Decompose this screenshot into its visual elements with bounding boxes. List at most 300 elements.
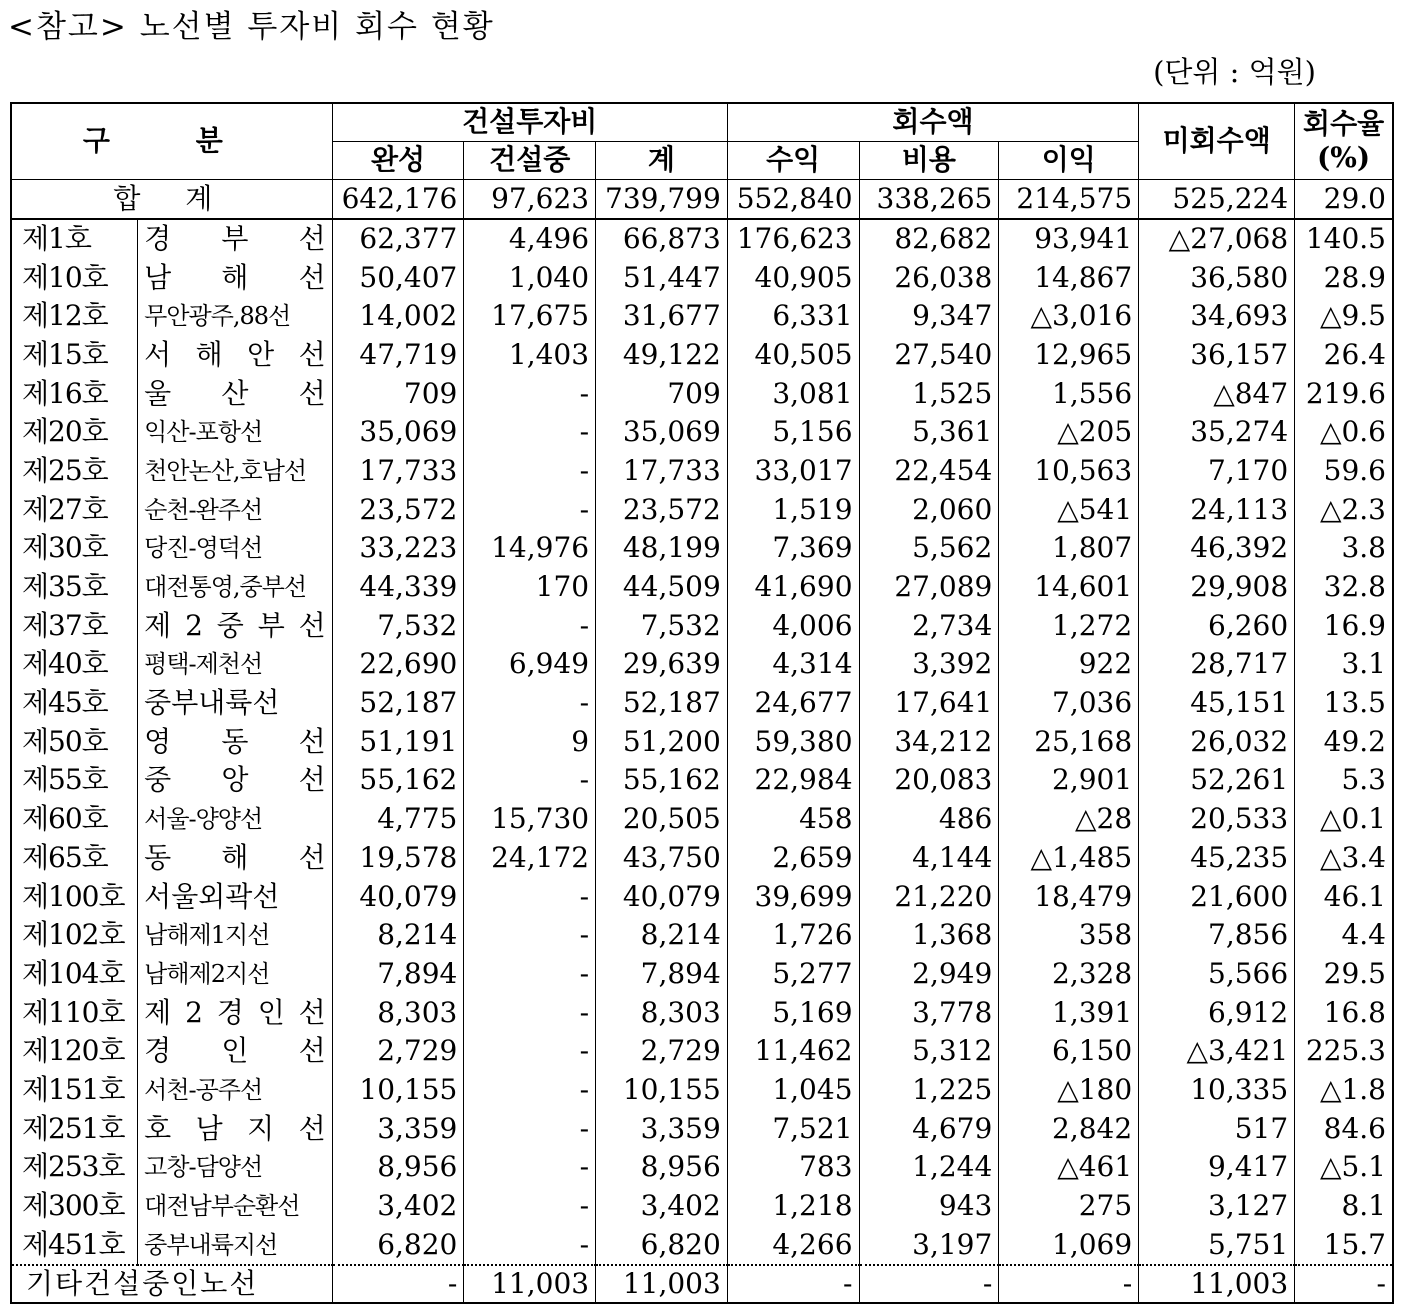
cell-recovery-rate: 16.8	[1295, 993, 1393, 1032]
route-name: 고창-담양선	[138, 1148, 333, 1187]
cell-recovery-rate: 219.6	[1295, 374, 1393, 413]
cell-revenue: 33,017	[727, 452, 859, 491]
table-row	[11, 219, 1393, 259]
total-cost: 338,265	[859, 179, 999, 219]
cell-under-construction: -	[464, 452, 596, 491]
route-name: 중부내륙지선	[138, 1225, 333, 1265]
route-code: 제300호	[11, 1187, 138, 1226]
cell-subtotal: 10,155	[596, 1071, 728, 1110]
other-revenue: -	[727, 1265, 859, 1303]
table-row	[11, 955, 1393, 994]
cell-recovery-rate: 59.6	[1295, 452, 1393, 491]
cell-revenue: 1,726	[727, 916, 859, 955]
cell-profit: 14,601	[999, 568, 1139, 607]
route-name: 대전남부순환선	[138, 1187, 333, 1226]
header-cost: 비용	[859, 141, 999, 179]
cell-recovery-rate: 4.4	[1295, 916, 1393, 955]
cell-recovery-rate: 3.1	[1295, 645, 1393, 684]
table-row	[11, 1032, 1393, 1071]
cell-unrecovered: △847	[1139, 374, 1295, 413]
route-code: 제25호	[11, 452, 138, 491]
cell-cost: 943	[859, 1187, 999, 1226]
cell-unrecovered: 20,533	[1139, 800, 1295, 839]
cell-profit: △541	[999, 490, 1139, 529]
cell-unrecovered: 6,260	[1139, 606, 1295, 645]
cell-subtotal: 31,677	[596, 297, 728, 336]
cell-under-construction: 14,976	[464, 529, 596, 568]
route-code: 제55호	[11, 761, 138, 800]
cell-under-construction: 1,040	[464, 258, 596, 297]
cell-revenue: 40,505	[727, 336, 859, 375]
cell-unrecovered: 517	[1139, 1109, 1295, 1148]
header-recovery-rate-unit: (%)	[1317, 141, 1371, 175]
cell-completed: 10,155	[332, 1071, 464, 1110]
cell-revenue: 41,690	[727, 568, 859, 607]
cell-under-construction: -	[464, 413, 596, 452]
route-name: 경 인 선	[138, 1032, 333, 1071]
route-code: 제50호	[11, 722, 138, 761]
cell-under-construction: -	[464, 1187, 596, 1226]
cell-completed: 8,956	[332, 1148, 464, 1187]
cell-under-construction: -	[464, 993, 596, 1032]
other-completed: -	[332, 1265, 464, 1303]
cell-profit: △461	[999, 1148, 1139, 1187]
cell-profit: 1,391	[999, 993, 1139, 1032]
cell-cost: 486	[859, 800, 999, 839]
cell-cost: 82,682	[859, 219, 999, 259]
cell-profit: 25,168	[999, 722, 1139, 761]
cell-profit: 6,150	[999, 1032, 1139, 1071]
cell-profit: 93,941	[999, 219, 1139, 259]
route-code: 제65호	[11, 839, 138, 878]
cell-unrecovered: 45,151	[1139, 684, 1295, 723]
cell-subtotal: 51,200	[596, 722, 728, 761]
cell-profit: 14,867	[999, 258, 1139, 297]
cell-revenue: 24,677	[727, 684, 859, 723]
cell-recovery-rate: 225.3	[1295, 1032, 1393, 1071]
cell-revenue: 11,462	[727, 1032, 859, 1071]
cell-completed: 6,820	[332, 1225, 464, 1265]
cell-subtotal: 44,509	[596, 568, 728, 607]
cell-under-construction: 6,949	[464, 645, 596, 684]
cell-completed: 62,377	[332, 219, 464, 259]
cell-completed: 7,532	[332, 606, 464, 645]
cell-unrecovered: 5,566	[1139, 955, 1295, 994]
table-row	[11, 916, 1393, 955]
cell-profit: 1,272	[999, 606, 1139, 645]
cell-recovery-rate: 49.2	[1295, 722, 1393, 761]
cell-subtotal: 709	[596, 374, 728, 413]
cell-under-construction: -	[464, 1225, 596, 1265]
total-revenue: 552,840	[727, 179, 859, 219]
cell-completed: 22,690	[332, 645, 464, 684]
table-row	[11, 722, 1393, 761]
table-row	[11, 1187, 1393, 1226]
cell-subtotal: 48,199	[596, 529, 728, 568]
cell-revenue: 5,156	[727, 413, 859, 452]
other-cost: -	[859, 1265, 999, 1303]
cell-revenue: 783	[727, 1148, 859, 1187]
cell-completed: 50,407	[332, 258, 464, 297]
cell-subtotal: 3,402	[596, 1187, 728, 1226]
cell-recovery-rate: 46.1	[1295, 877, 1393, 916]
cell-under-construction: 24,172	[464, 839, 596, 878]
route-name: 천안논산,호남선	[138, 452, 333, 491]
cell-completed: 8,214	[332, 916, 464, 955]
cell-completed: 17,733	[332, 452, 464, 491]
route-name: 남 해 선	[138, 258, 333, 297]
total-unrecovered: 525,224	[1139, 179, 1295, 219]
cell-completed: 4,775	[332, 800, 464, 839]
cell-cost: 3,197	[859, 1225, 999, 1265]
route-code: 제12호	[11, 297, 138, 336]
cell-recovery-rate: 29.5	[1295, 955, 1393, 994]
cell-revenue: 1,045	[727, 1071, 859, 1110]
table-row	[11, 1109, 1393, 1148]
route-code: 제104호	[11, 955, 138, 994]
cell-unrecovered: 52,261	[1139, 761, 1295, 800]
route-code: 제40호	[11, 645, 138, 684]
cell-completed: 8,303	[332, 993, 464, 1032]
cell-revenue: 40,905	[727, 258, 859, 297]
cell-unrecovered: 35,274	[1139, 413, 1295, 452]
cell-cost: 27,540	[859, 336, 999, 375]
cell-recovery-rate: 3.8	[1295, 529, 1393, 568]
cell-under-construction: -	[464, 606, 596, 645]
cell-profit: 2,328	[999, 955, 1139, 994]
cell-subtotal: 6,820	[596, 1225, 728, 1265]
cell-recovery-rate: 28.9	[1295, 258, 1393, 297]
table-row	[11, 800, 1393, 839]
cell-under-construction: -	[464, 1148, 596, 1187]
table-row	[11, 374, 1393, 413]
cell-cost: 34,212	[859, 722, 999, 761]
cell-cost: 5,361	[859, 413, 999, 452]
route-code: 제15호	[11, 336, 138, 375]
cell-completed: 52,187	[332, 684, 464, 723]
route-code: 제102호	[11, 916, 138, 955]
cell-subtotal: 51,447	[596, 258, 728, 297]
cell-subtotal: 29,639	[596, 645, 728, 684]
route-code: 제20호	[11, 413, 138, 452]
header-category: 구 분	[11, 103, 332, 179]
cell-cost: 9,347	[859, 297, 999, 336]
cell-profit: 358	[999, 916, 1139, 955]
cell-under-construction: -	[464, 490, 596, 529]
cell-profit: 922	[999, 645, 1139, 684]
cell-unrecovered: 7,856	[1139, 916, 1295, 955]
cell-subtotal: 2,729	[596, 1032, 728, 1071]
table-row	[11, 1071, 1393, 1110]
cell-revenue: 2,659	[727, 839, 859, 878]
header-under-construction: 건설중	[464, 141, 596, 179]
cell-revenue: 4,314	[727, 645, 859, 684]
cell-unrecovered: 9,417	[1139, 1148, 1295, 1187]
route-code: 제100호	[11, 877, 138, 916]
table-row	[11, 684, 1393, 723]
cell-recovery-rate: △0.6	[1295, 413, 1393, 452]
route-code: 제451호	[11, 1225, 138, 1265]
cell-profit: 2,901	[999, 761, 1139, 800]
cell-profit: 275	[999, 1187, 1139, 1226]
route-name: 익산-포항선	[138, 413, 333, 452]
cell-profit: △180	[999, 1071, 1139, 1110]
route-code: 제10호	[11, 258, 138, 297]
cell-profit: △28	[999, 800, 1139, 839]
cell-under-construction: 15,730	[464, 800, 596, 839]
cell-subtotal: 49,122	[596, 336, 728, 375]
cell-under-construction: 170	[464, 568, 596, 607]
cell-cost: 1,368	[859, 916, 999, 955]
cell-subtotal: 17,733	[596, 452, 728, 491]
cell-profit: 12,965	[999, 336, 1139, 375]
cell-unrecovered: 5,751	[1139, 1225, 1295, 1265]
cell-completed: 23,572	[332, 490, 464, 529]
total-label: 합 계	[11, 179, 332, 219]
cell-under-construction: -	[464, 761, 596, 800]
cell-recovery-rate: △2.3	[1295, 490, 1393, 529]
cell-recovery-rate: 84.6	[1295, 1109, 1393, 1148]
cell-revenue: 176,623	[727, 219, 859, 259]
cell-cost: 5,562	[859, 529, 999, 568]
other-subtotal: 11,003	[596, 1265, 728, 1303]
cell-under-construction: 1,403	[464, 336, 596, 375]
route-code: 제37호	[11, 606, 138, 645]
table-row	[11, 761, 1393, 800]
cell-completed: 51,191	[332, 722, 464, 761]
cell-revenue: 4,266	[727, 1225, 859, 1265]
cell-subtotal: 8,956	[596, 1148, 728, 1187]
cell-revenue: 1,218	[727, 1187, 859, 1226]
cell-recovery-rate: △9.5	[1295, 297, 1393, 336]
cell-subtotal: 20,505	[596, 800, 728, 839]
header-recovery-amount: 회수액	[727, 103, 1138, 141]
cell-cost: 5,312	[859, 1032, 999, 1071]
cell-under-construction: 17,675	[464, 297, 596, 336]
table-row	[11, 529, 1393, 568]
cell-completed: 40,079	[332, 877, 464, 916]
cell-completed: 35,069	[332, 413, 464, 452]
cell-under-construction: -	[464, 1032, 596, 1071]
cell-completed: 44,339	[332, 568, 464, 607]
route-code: 제1호	[11, 219, 138, 259]
cell-profit: 1,556	[999, 374, 1139, 413]
route-name: 울 산 선	[138, 374, 333, 413]
cell-profit: 10,563	[999, 452, 1139, 491]
cell-subtotal: 23,572	[596, 490, 728, 529]
cell-revenue: 5,169	[727, 993, 859, 1032]
route-code: 제120호	[11, 1032, 138, 1071]
cell-subtotal: 40,079	[596, 877, 728, 916]
table-row	[11, 1225, 1393, 1265]
cell-recovery-rate: 15.7	[1295, 1225, 1393, 1265]
cell-unrecovered: 10,335	[1139, 1071, 1295, 1110]
cell-revenue: 458	[727, 800, 859, 839]
route-name: 당진-영덕선	[138, 529, 333, 568]
header-recovery-rate-label: 회수율	[1303, 107, 1385, 141]
route-code: 제151호	[11, 1071, 138, 1110]
cell-under-construction: -	[464, 916, 596, 955]
cell-cost: 20,083	[859, 761, 999, 800]
header-revenue: 수익	[727, 141, 859, 179]
cell-cost: 2,949	[859, 955, 999, 994]
route-name: 남해제2지선	[138, 955, 333, 994]
cell-cost: 22,454	[859, 452, 999, 491]
route-code: 제35호	[11, 568, 138, 607]
cell-profit: 2,842	[999, 1109, 1139, 1148]
cell-profit: △3,016	[999, 297, 1139, 336]
other-routes-label: 기타건설중인노선	[11, 1265, 332, 1303]
cell-subtotal: 8,214	[596, 916, 728, 955]
route-name: 무안광주,88선	[138, 297, 333, 336]
other-unrecovered: 11,003	[1139, 1265, 1295, 1303]
total-profit: 214,575	[999, 179, 1139, 219]
cell-cost: 1,225	[859, 1071, 999, 1110]
table-row	[11, 297, 1393, 336]
cell-revenue: 6,331	[727, 297, 859, 336]
cell-under-construction: 9	[464, 722, 596, 761]
table-row	[11, 839, 1393, 878]
cell-recovery-rate: 140.5	[1295, 219, 1393, 259]
cell-profit: 1,807	[999, 529, 1139, 568]
table-row	[11, 568, 1393, 607]
cell-cost: 3,778	[859, 993, 999, 1032]
cell-subtotal: 55,162	[596, 761, 728, 800]
cell-recovery-rate: 26.4	[1295, 336, 1393, 375]
cell-recovery-rate: △5.1	[1295, 1148, 1393, 1187]
total-completed: 642,176	[332, 179, 464, 219]
cell-subtotal: 8,303	[596, 993, 728, 1032]
cell-revenue: 59,380	[727, 722, 859, 761]
route-name: 영 동 선	[138, 722, 333, 761]
cell-revenue: 7,521	[727, 1109, 859, 1148]
cell-cost: 4,679	[859, 1109, 999, 1148]
route-code: 제30호	[11, 529, 138, 568]
route-code: 제27호	[11, 490, 138, 529]
cell-subtotal: 52,187	[596, 684, 728, 723]
cell-revenue: 3,081	[727, 374, 859, 413]
table-body	[11, 179, 1393, 1265]
route-code: 제60호	[11, 800, 138, 839]
cell-completed: 3,402	[332, 1187, 464, 1226]
cell-unrecovered: 36,580	[1139, 258, 1295, 297]
cell-completed: 3,359	[332, 1109, 464, 1148]
table-row	[11, 413, 1393, 452]
route-name: 대전통영,중부선	[138, 568, 333, 607]
cell-under-construction: -	[464, 955, 596, 994]
cell-unrecovered: 7,170	[1139, 452, 1295, 491]
route-name: 제 2 중 부 선	[138, 606, 333, 645]
cell-completed: 7,894	[332, 955, 464, 994]
cell-unrecovered: 29,908	[1139, 568, 1295, 607]
cell-revenue: 5,277	[727, 955, 859, 994]
cell-cost: 2,060	[859, 490, 999, 529]
other-routes-row	[11, 1265, 1393, 1303]
cell-cost: 26,038	[859, 258, 999, 297]
cell-unrecovered: 45,235	[1139, 839, 1295, 878]
header-unrecovered: 미회수액	[1139, 103, 1295, 179]
total-under-construction: 97,623	[464, 179, 596, 219]
route-name: 서 해 안 선	[138, 336, 333, 375]
table-row	[11, 258, 1393, 297]
cell-subtotal: 66,873	[596, 219, 728, 259]
route-name: 순천-완주선	[138, 490, 333, 529]
header-completed: 완성	[332, 141, 464, 179]
route-name: 호 남 지 선	[138, 1109, 333, 1148]
cell-subtotal: 3,359	[596, 1109, 728, 1148]
header-profit: 이익	[999, 141, 1139, 179]
route-code: 제253호	[11, 1148, 138, 1187]
cell-recovery-rate: 5.3	[1295, 761, 1393, 800]
cell-cost: 4,144	[859, 839, 999, 878]
table-row	[11, 645, 1393, 684]
investment-recovery-table	[10, 102, 1394, 1304]
cell-unrecovered: 3,127	[1139, 1187, 1295, 1226]
cell-unrecovered: △27,068	[1139, 219, 1295, 259]
cell-subtotal: 7,894	[596, 955, 728, 994]
cell-recovery-rate: 13.5	[1295, 684, 1393, 723]
cell-revenue: 7,369	[727, 529, 859, 568]
other-under-construction: 11,003	[464, 1265, 596, 1303]
cell-unrecovered: △3,421	[1139, 1032, 1295, 1071]
other-profit: -	[999, 1265, 1139, 1303]
cell-completed: 709	[332, 374, 464, 413]
route-code: 제110호	[11, 993, 138, 1032]
route-code: 제251호	[11, 1109, 138, 1148]
cell-cost: 3,392	[859, 645, 999, 684]
cell-completed: 55,162	[332, 761, 464, 800]
cell-unrecovered: 34,693	[1139, 297, 1295, 336]
total-recovery-rate: 29.0	[1295, 179, 1393, 219]
total-row	[11, 179, 1393, 219]
route-name: 평택-제천선	[138, 645, 333, 684]
cell-completed: 19,578	[332, 839, 464, 878]
cell-completed: 2,729	[332, 1032, 464, 1071]
cell-cost: 17,641	[859, 684, 999, 723]
route-code: 제45호	[11, 684, 138, 723]
table-row	[11, 336, 1393, 375]
header-subtotal: 계	[596, 141, 728, 179]
cell-profit: 1,069	[999, 1225, 1139, 1265]
route-name: 동 해 선	[138, 839, 333, 878]
header-recovery-rate	[1295, 103, 1393, 179]
cell-under-construction: -	[464, 1071, 596, 1110]
page-title: <참고> 노선별 투자비 회수 현황	[8, 9, 495, 45]
cell-revenue: 22,984	[727, 761, 859, 800]
cell-unrecovered: 46,392	[1139, 529, 1295, 568]
cell-under-construction: 4,496	[464, 219, 596, 259]
cell-recovery-rate: 8.1	[1295, 1187, 1393, 1226]
cell-revenue: 39,699	[727, 877, 859, 916]
route-name: 서울외곽선	[138, 877, 333, 916]
cell-cost: 27,089	[859, 568, 999, 607]
cell-subtotal: 43,750	[596, 839, 728, 878]
cell-recovery-rate: 32.8	[1295, 568, 1393, 607]
cell-revenue: 1,519	[727, 490, 859, 529]
route-name: 중 앙 선	[138, 761, 333, 800]
route-name: 제 2 경 인 선	[138, 993, 333, 1032]
cell-completed: 47,719	[332, 336, 464, 375]
total-subtotal: 739,799	[596, 179, 728, 219]
cell-unrecovered: 26,032	[1139, 722, 1295, 761]
cell-recovery-rate: △1.8	[1295, 1071, 1393, 1110]
cell-revenue: 4,006	[727, 606, 859, 645]
table-row	[11, 452, 1393, 491]
unit-note: (단위 : 억원)	[1153, 55, 1316, 89]
cell-cost: 21,220	[859, 877, 999, 916]
route-name: 서천-공주선	[138, 1071, 333, 1110]
cell-under-construction: -	[464, 1109, 596, 1148]
